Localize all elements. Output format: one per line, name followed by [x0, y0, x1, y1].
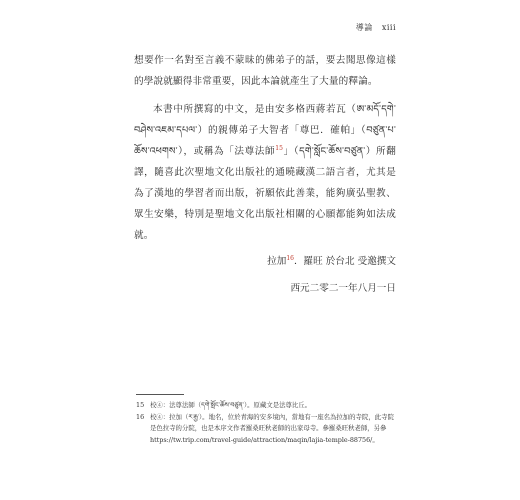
footnote-text: 校④：法尊法師（དགེ་སློང་ཆོས་བཙུན་）。原藏文是法尊比丘。: [150, 401, 312, 409]
footnote-text: 校④：拉加（ར་རྒྱ་）。地名，位於青海的安多境內，當地有一座名為拉加的寺院，此寺院是色拉寺的分院，也是本序文作者羅桑旺秋老師的出家母寺。參羅桑旺秋老師，另參https://tw.trip.com/travel-guide/attraction/maqin/lajia-temple-88756/。: [150, 412, 394, 444]
signature-date: 西元二零二一年八月一日: [290, 283, 396, 294]
footnote-divider: [136, 394, 184, 395]
footnote-ref-15[interactable]: 15: [275, 144, 284, 152]
page-number: xiii: [381, 23, 396, 32]
paragraph-1: 想要作一名對至言義不蒙昧的佛弟子的話，要去聞思像這樣的學說就顯得非常重要，因此本論就產生了大量的釋論。: [134, 55, 396, 87]
footnote-16: [136, 412, 398, 447]
footnote-number: 15: [136, 401, 145, 409]
running-header: [356, 22, 396, 33]
footnote-number: 16: [136, 412, 145, 421]
author-name-a: 拉加: [267, 256, 287, 267]
paragraph-2-part-a: 本書中所撰寫的中文，是由安多格西蔣若瓦（ཨ་མདོ་དགེ་བཤེས་འཇམ་དཔལ་）的親傳弟子大智者「尊巴．確帕」（བཙུན་པ་ཆོས་འཕགས་），或稱為「法尊法師: [134, 104, 396, 157]
author-name-b: ．羅旺 於台北 受邀撰文: [293, 256, 396, 267]
paragraph-2-part-b: 」（དགེ་སློང་ཆོས་བཙུན་）所翻譯，隨喜此次聖地文化出版社的通曉藏漢二語言者，尤其是為了漢地的學習者而出版，祈願依此善業，能夠廣弘聖教、眾生安樂，特別是聖地文化出版社相關的心願都能夠如法成就。: [134, 146, 396, 241]
author-signature: [267, 253, 396, 267]
footnotes: [136, 400, 398, 446]
footnote-ref-16[interactable]: 16: [286, 254, 294, 262]
footnote-15: [136, 400, 398, 412]
section-title: 導論: [355, 23, 373, 32]
paragraph-2: [134, 99, 396, 246]
